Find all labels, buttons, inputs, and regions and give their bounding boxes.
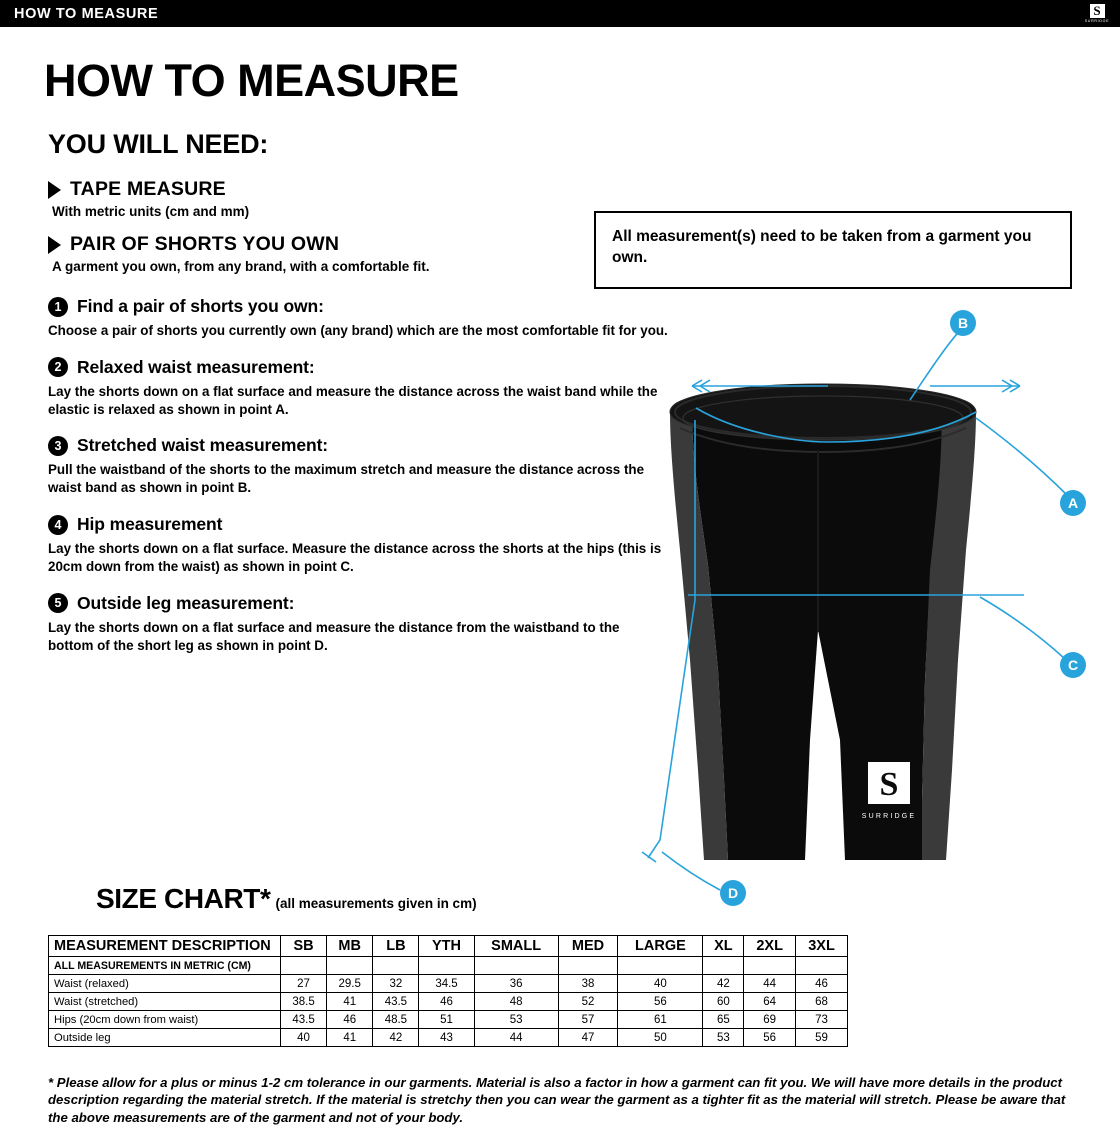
step-4 [48,514,668,576]
cell: 48 [474,993,558,1011]
surridge-logo-icon [1084,3,1110,25]
label-badge-d: D [720,880,746,906]
svg-text:S: S [879,766,899,803]
cell: 46 [419,993,474,1011]
cell: 41 [327,993,373,1011]
notice-box [594,211,1072,289]
cell: 73 [796,1011,848,1029]
cell: 52 [558,993,618,1011]
col-small: SMALL [474,936,558,957]
cell: 61 [618,1011,703,1029]
step-title: Hip measurement [77,514,223,535]
cell: 29.5 [327,975,373,993]
cell: 32 [373,975,419,993]
page-title: HOW TO MEASURE [44,55,459,106]
cell: 68 [796,993,848,1011]
top-bar-title: HOW TO MEASURE [14,5,159,22]
cell: 34.5 [419,975,474,993]
cell: 40 [618,975,703,993]
step-body: Pull the waistband of the shorts to the maximum stretch and measure the distance across the waist band as shown in point B. [48,462,645,496]
col-lb: LB [373,936,419,957]
page-content [0,55,1120,1125]
cell: 69 [744,1011,796,1029]
row-label: Waist (relaxed) [49,975,281,993]
svg-text:SURRIDGE: SURRIDGE [861,813,917,820]
cell: 65 [703,1011,744,1029]
label-badge-a: A [1060,490,1086,516]
size-chart-title: SIZE CHART* [96,883,271,914]
shorts-diagram-svg [600,300,1100,920]
cell: 43.5 [281,1011,327,1029]
cell: 48.5 [373,1011,419,1029]
step-number: 4 [48,515,68,535]
footnote: * Please allow for a plus or minus 1-2 cm tolerance in our garments. Material is also a factor in how a garment can fit you. We will have more details in the product description regarding the material stretch. If the material is stretchy then you can wear the garment as a tighter fit as the material will stretch. Please be aware that the above measurements are of the garment and not of your body. [48,1075,1066,1125]
step-3 [48,435,668,497]
cell: 53 [703,1029,744,1047]
col-3xl: 3XL [796,936,848,957]
cell: 44 [474,1029,558,1047]
top-bar [0,0,1120,27]
triangle-bullet-icon [48,236,61,254]
cell: 44 [744,975,796,993]
size-chart-note: (all measurements given in cm) [275,896,477,911]
metric-cell [703,957,744,975]
cell: 46 [327,1011,373,1029]
cell: 47 [558,1029,618,1047]
step-title: Stretched waist measurement: [77,435,329,456]
col-large: LARGE [618,936,703,957]
cell: 27 [281,975,327,993]
cell: 43 [419,1029,474,1047]
step-body: Lay the shorts down on a flat surface and measure the distance from the waistband to the bottom of the short leg as shown in point D. [48,619,620,653]
col-med: MED [558,936,618,957]
step-2 [48,357,668,419]
metric-cell [618,957,703,975]
cell: 60 [703,993,744,1011]
steps-list [48,296,668,654]
cell: 56 [744,1029,796,1047]
table-header-row [49,936,848,957]
cell: 38.5 [281,993,327,1011]
cell: 41 [327,1029,373,1047]
logo-wordmark: SURRIDGE [1084,19,1110,23]
need-subtitle: With metric units (cm and mm) [52,204,250,219]
step-number: 2 [48,357,68,377]
step-body: Lay the shorts down on a flat surface and measure the distance across the waist band while the elastic is relaxed as shown in point A. [48,383,658,417]
metric-cell [744,957,796,975]
cell: 57 [558,1011,618,1029]
triangle-bullet-icon [48,181,61,199]
step-title: Relaxed waist measurement: [77,356,315,377]
table-row [49,993,848,1011]
cell: 42 [703,975,744,993]
col-xl: XL [703,936,744,957]
col-2xl: 2XL [744,936,796,957]
col-description: MEASUREMENT DESCRIPTION [49,936,281,957]
cell: 40 [281,1029,327,1047]
cell: 59 [796,1029,848,1047]
cell: 42 [373,1029,419,1047]
table-row [49,1029,848,1047]
cell: 36 [474,975,558,993]
need-title: PAIR OF SHORTS YOU OWN [70,233,340,255]
col-yth: YTH [419,936,474,957]
cell: 51 [419,1011,474,1029]
step-1 [48,296,668,340]
row-label: Outside leg [49,1029,281,1047]
metric-cell [373,957,419,975]
step-title: Outside leg measurement: [77,592,295,613]
step-body: Choose a pair of shorts you currently own (any brand) which are the most comfortable fit for you. [48,323,668,338]
step-number: 5 [48,593,68,613]
label-badge-b: B [950,310,976,336]
need-title: TAPE MEASURE [70,178,226,200]
cell: 50 [618,1029,703,1047]
metric-cell [474,957,558,975]
metric-cell [558,957,618,975]
metric-cell [419,957,474,975]
step-number: 3 [48,436,68,456]
row-label: Waist (stretched) [49,993,281,1011]
col-sb: SB [281,936,327,957]
notice-text: All measurement(s) need to be taken from a garment you own. [612,228,1032,266]
metric-label: ALL MEASUREMENTS IN METRIC (CM) [49,957,281,975]
row-label: Hips (20cm down from waist) [49,1011,281,1029]
metric-cell [796,957,848,975]
table-row-metric [49,957,848,975]
metric-cell [281,957,327,975]
cell: 53 [474,1011,558,1029]
step-body: Lay the shorts down on a flat surface. Measure the distance across the shorts at the hips (this is 20cm down from the waist) as shown in point C. [48,541,662,574]
label-badge-c: C [1060,652,1086,678]
shorts-diagram [600,300,1100,920]
cell: 64 [744,993,796,1011]
logo-letter: S [1090,4,1105,18]
you-will-need-heading: YOU WILL NEED: [48,129,269,159]
step-number: 1 [48,297,68,317]
table-row [49,1011,848,1029]
size-chart-table [48,935,848,1047]
col-mb: MB [327,936,373,957]
metric-cell [327,957,373,975]
cell: 56 [618,993,703,1011]
shorts-graphic [670,384,976,860]
step-title: Find a pair of shorts you own: [77,296,324,316]
cell: 46 [796,975,848,993]
step-5 [48,593,668,655]
size-chart-heading [96,883,477,915]
need-subtitle: A garment you own, from any brand, with a comfortable fit. [52,259,430,274]
cell: 38 [558,975,618,993]
cell: 43.5 [373,993,419,1011]
table-row [49,975,848,993]
